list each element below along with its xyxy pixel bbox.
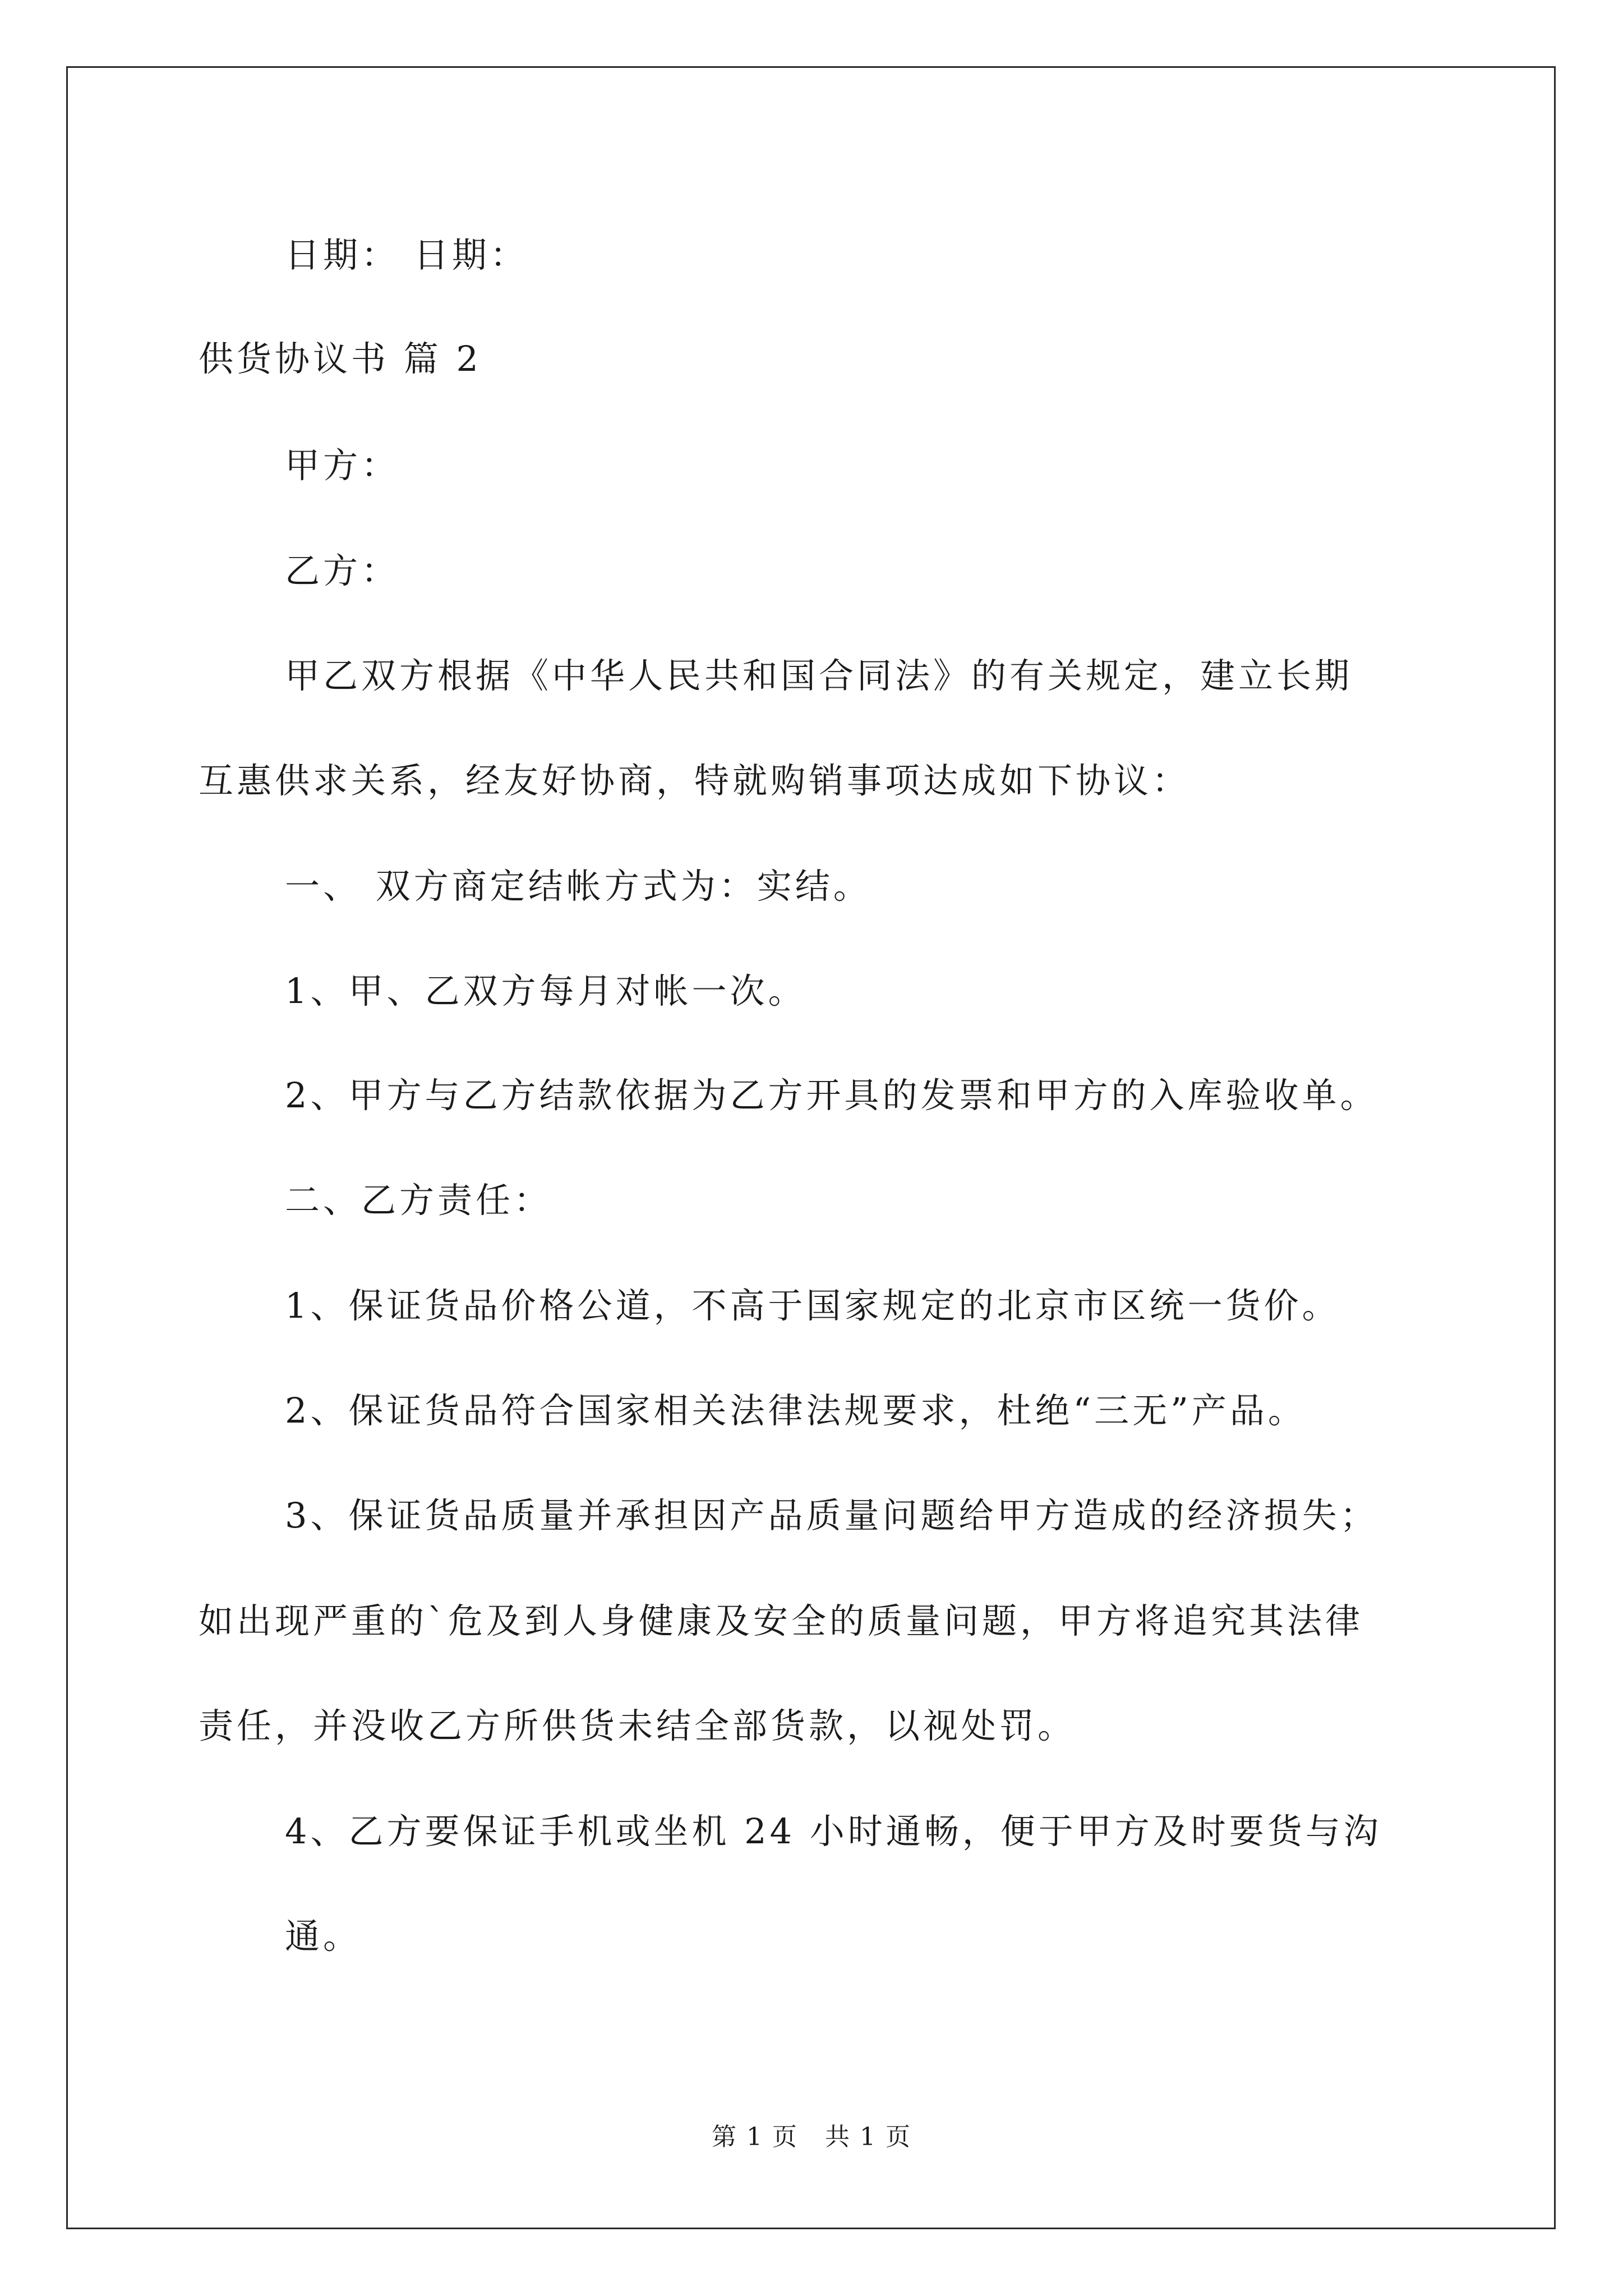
clause-two-item-3-line-2: 如出现严重的`危及到人身健康及安全的质量问题，甲方将追究其法律	[199, 1600, 1364, 1641]
clause-one-item-1: 1、甲、乙双方每月对帐一次。	[285, 970, 806, 1011]
clause-two-item-1: 1、保证货品价格公道，不高于国家规定的北京市区统一货价。	[285, 1285, 1340, 1326]
party-a-line: 甲方：	[285, 445, 400, 486]
clause-two-heading: 二、乙方责任：	[285, 1180, 552, 1221]
date-line: 日期： 日期：	[285, 234, 528, 275]
intro-paragraph-line-1: 甲乙双方根据《中华人民共和国合同法》的有关规定，建立长期	[285, 655, 1353, 696]
section-title: 供货协议书 篇 2	[199, 338, 482, 379]
clause-two-item-2: 2、保证货品符合国家相关法律法规要求，杜绝“三无”产品。	[285, 1390, 1306, 1431]
clause-one-item-2: 2、甲方与乙方结款依据为乙方开具的发票和甲方的入库验收单。	[285, 1075, 1378, 1116]
party-b-line: 乙方：	[285, 550, 400, 591]
intro-paragraph-line-2: 互惠供求关系，经友好协商，特就购销事项达成如下协议：	[199, 760, 1191, 801]
page-footer: 第 1 页 共 1 页	[712, 2123, 911, 2151]
clause-one-heading: 一、 双方商定结帐方式为：实结。	[285, 866, 872, 907]
page-border	[66, 66, 1556, 2229]
clause-two-item-4-line-1: 4、乙方要保证手机或坐机 24 小时通畅，便于甲方及时要货与沟	[285, 1811, 1382, 1852]
clause-two-item-3-line-1: 3、保证货品质量并承担因产品质量问题给甲方造成的经济损失；	[285, 1495, 1378, 1536]
clause-two-item-4-line-2: 通。	[285, 1916, 362, 1957]
clause-two-item-3-line-3: 责任，并没收乙方所供货未结全部货款，以视处罚。	[199, 1705, 1076, 1746]
